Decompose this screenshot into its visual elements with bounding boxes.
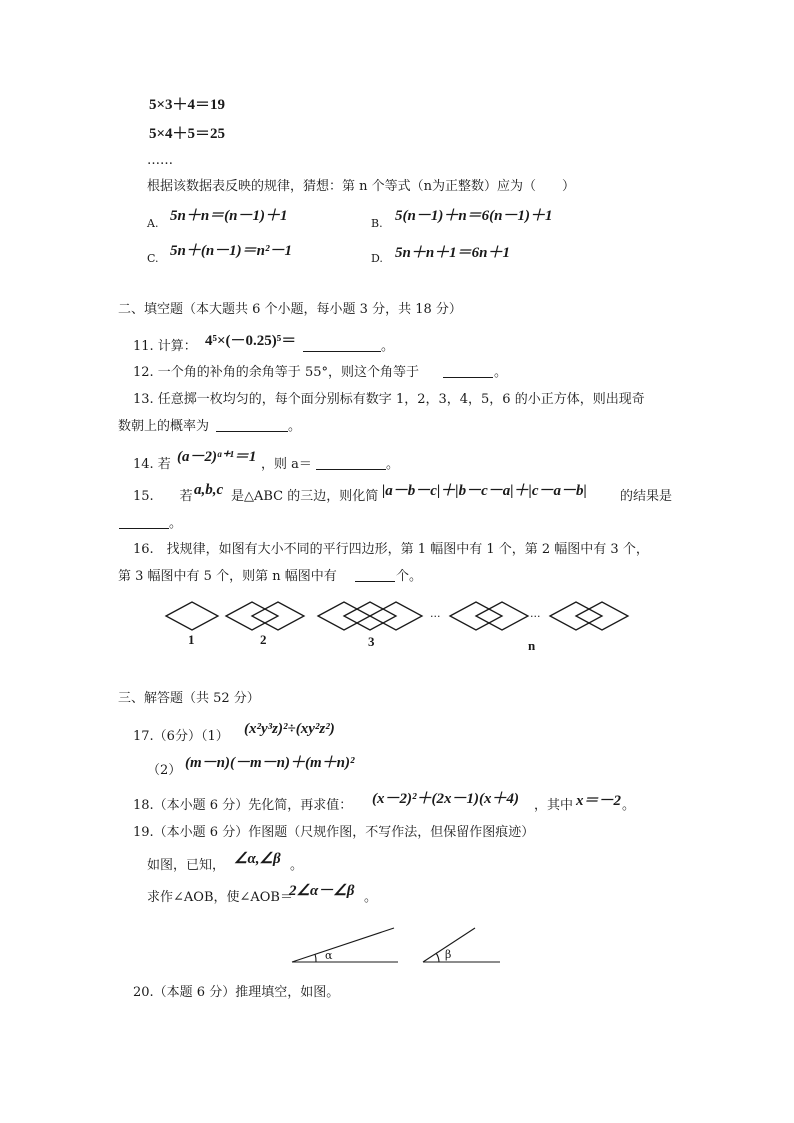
q14-label: 14. 若 [133, 457, 171, 472]
question-text: 根据该数据表反映的规律，猜想：第 n 个等式（n为正整数）应为（ ） [147, 179, 576, 194]
q15-expression: |a－b－c|＋|b－c－a|＋|c－a－b| [382, 483, 587, 499]
section-3-heading: 三、解答题（共 52 分） [118, 691, 260, 706]
q15-answer-blank[interactable] [119, 518, 169, 529]
beta-label: β [445, 948, 452, 961]
q13-answer-blank[interactable] [216, 421, 288, 432]
figure-label-3: 3 [368, 634, 375, 649]
q18-text: 18.（本小题 6 分）先化简，再求值： [133, 798, 353, 813]
figure-1-rhombus [166, 602, 218, 630]
q11-expression: 4⁵×(－0.25)⁵＝ [205, 333, 297, 349]
q14-mid: ，则 a＝ [261, 457, 312, 472]
q16-end: 个。 [396, 569, 423, 584]
q17-label: 17.（6分）（1） [133, 729, 229, 744]
q13-line-1: 13. 任意掷一枚均匀的，每个面分别标有数字 1，2，3，4，5，6 的小正方体，则出现奇 [133, 392, 645, 407]
option-b-formula: 5(n－1)＋n＝6(n－1)＋1 [395, 208, 553, 224]
figure-dots-1: ··· [430, 610, 441, 623]
option-a-letter: A. [147, 217, 159, 230]
q18-condition: x＝－2 [576, 793, 622, 809]
q13-line-2: 数朝上的概率为 [118, 419, 210, 434]
angle-alpha [292, 928, 398, 962]
parallelogram-pattern-figure [0, 598, 794, 668]
figure-label-n: n [528, 638, 536, 653]
q17-expression-1: (x²y³z)²÷(xy²z²) [244, 721, 335, 737]
option-d-formula: 5n＋n＋1＝6n＋1 [395, 245, 511, 261]
q19-ask-end: 。 [364, 890, 378, 905]
equation-line-2: 5×4＋5＝25 [149, 126, 226, 142]
q19-text: 19.（本小题 6 分）作图题（尺规作图，不写作法，但保留作图痕迹） [133, 825, 535, 840]
q17-expression-2: (m－n)(－m－n)＋(m＋n)² [185, 755, 355, 771]
q14-answer-blank[interactable] [316, 459, 386, 470]
option-c-letter: C. [147, 252, 159, 265]
q12-end: 。 [494, 365, 508, 380]
q19-given-angles: ∠α,∠β [234, 851, 281, 867]
figure-label-2: 2 [260, 632, 267, 647]
q12-text: 12. 一个角的补角的余角等于 55°，则这个角等于 [133, 365, 419, 380]
angle-beta [423, 928, 500, 962]
q15-end: 。 [169, 516, 183, 531]
q15-mid: 是△ABC 的三边，则化简 [231, 489, 379, 504]
q19-given-end: 。 [290, 858, 304, 873]
q13-end: 。 [288, 419, 302, 434]
q11-answer-blank[interactable] [303, 341, 381, 352]
q14-end: 。 [386, 457, 400, 472]
q16-line-2: 第 3 幅图中有 5 个，则第 n 幅图中有 [118, 569, 337, 584]
option-b-letter: B. [371, 217, 383, 230]
q18-end: 。 [622, 798, 636, 813]
q17-sub-2-label: （2） [147, 763, 182, 778]
q15-post: 的结果是 [620, 489, 673, 504]
option-c-formula: 5n＋(n－1)＝n²－1 [170, 243, 293, 259]
q18-mid: ，其中 [534, 798, 574, 813]
q11-end: 。 [381, 339, 395, 354]
q19-given: 如图，已知， [147, 858, 226, 873]
q15-vars: a,b,c [194, 482, 224, 498]
q15-label: 15. 若 [133, 489, 193, 504]
option-d-letter: D. [371, 252, 383, 265]
equation-line-1: 5×3＋4＝19 [149, 97, 226, 113]
q14-expression: (a－2)ᵃ⁺¹＝1 [177, 449, 257, 465]
q16-line-1: 16. 找规律，如图有大小不同的平行四边形，第 1 幅图中有 1 个，第 2 幅图中有 3 个， [133, 542, 649, 557]
q16-answer-blank[interactable] [355, 571, 395, 582]
alpha-label: α [325, 949, 333, 962]
figure-label-1: 1 [188, 632, 195, 647]
option-a-formula: 5n＋n＝(n－1)＋1 [170, 208, 288, 224]
q12-answer-blank[interactable] [443, 367, 493, 378]
q18-expression: (x－2)²＋(2x－1)(x＋4) [372, 791, 519, 807]
q20-text: 20.（本题 6 分）推理填空，如图。 [133, 985, 340, 1000]
figure-dots-2: ··· [530, 610, 541, 623]
angle-figures [0, 918, 794, 978]
section-2-heading: 二、填空题（本大题共 6 个小题，每小题 3 分，共 18 分） [118, 302, 462, 317]
q11-label: 11. 计算： [133, 339, 197, 354]
q19-ask-expression: 2∠α－∠β [289, 883, 355, 899]
ellipsis: …… [147, 153, 173, 168]
q19-ask: 求作∠AOB，使∠AOB＝ [147, 890, 293, 905]
